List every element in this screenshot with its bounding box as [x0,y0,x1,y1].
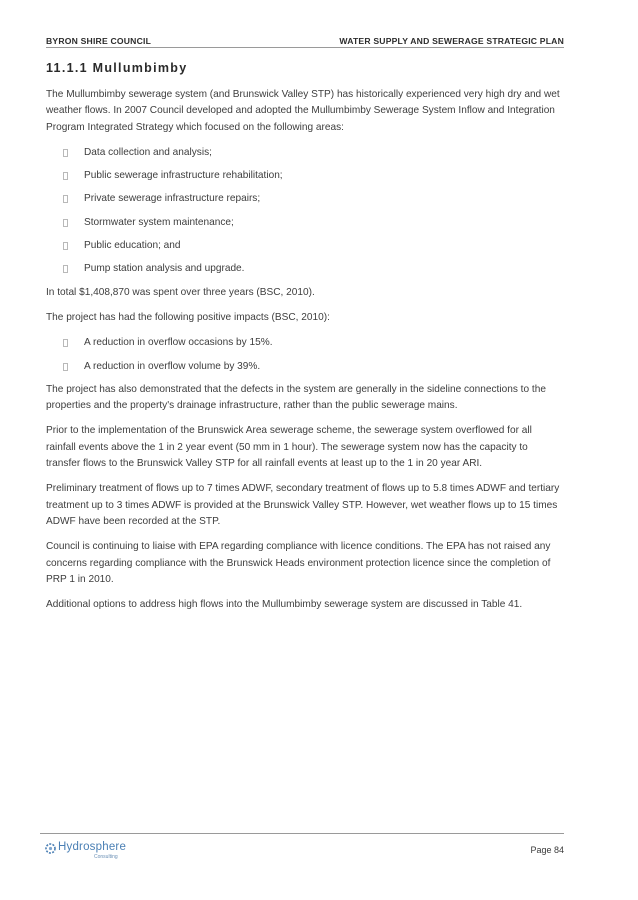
header-organisation: BYRON SHIRE COUNCIL [46,36,152,46]
treatment-paragraph: Preliminary treatment of flows up to 7 times ADWF, secondary treatment of flows up to 5.8 times ADWF and tertiary treatment up to 3 times ADWF is provided at the Brunswick Valley STP. However, wet weather flows up to 15 times ADWF have been recorded at the STP. [46,483,560,527]
header-divider [46,47,564,48]
list-item: A reduction in overflow occasions by 15%. [46,335,564,351]
list-item: Stormwater system maintenance; [46,215,564,231]
list-item: Pump station analysis and upgrade. [46,261,564,277]
logo-subtitle: Consulting [94,854,118,860]
list-item: Public sewerage infrastructure rehabilitation; [46,168,564,184]
defects-paragraph: The project has also demonstrated that the defects in the system are generally in the sideline connections to the properties and the property's drainage infrastructure, rather than the public sewerage mains. [46,383,546,412]
epa-paragraph: Council is continuing to liaise with EPA regarding compliance with licence conditions. The EPA has not raised any concerns regarding compliance with the Brunswick Heads environment protection licence since the completion of PRP 1 in 2010. [46,541,551,585]
intro-paragraph: The Mullumbimby sewerage system (and Brunswick Valley STP) has historically experienced very high dry and wet weather flows. In 2007 Council developed and adopted the Mullumbimby Sewerage System Inflow and Integration Program Integrated Strategy which focused on the following areas: [46,89,560,133]
options-paragraph: Additional options to address high flows into the Mullumbimby sewerage system are discussed in Table 41. [46,599,523,611]
list-item: Public education; and [46,238,564,254]
list-item: Private sewerage infrastructure repairs; [46,191,564,207]
impacts-list [46,335,564,375]
page-number: Page 84 [530,845,564,855]
bullet-icon [63,242,68,250]
prior-scheme-paragraph: Prior to the implementation of the Brunswick Area sewerage scheme, the sewerage system overflowed for all rainfall events above the 1 in 2 year event (50 mm in 1 hour). The sewerage system now has the capacity to transfer flows to the Brunswick Valley STP for all rainfall events at least up to the 1 in 20 year ARI. [46,425,532,470]
bullet-icon [63,265,68,273]
list-item: A reduction in overflow volume by 39%. [46,359,564,375]
hydrosphere-logo [44,841,134,861]
logo-icon [44,842,57,855]
section-title: 11.1.1 Mullumbimby [46,61,188,75]
impacts-intro-paragraph: The project has had the following positive impacts (BSC, 2010): [46,311,330,323]
bullet-icon [63,172,68,180]
total-spent-paragraph: In total $1,408,870 was spent over three years (BSC, 2010). [46,286,315,298]
page-content [46,60,564,622]
focus-areas-list [46,145,564,278]
header-document-title: WATER SUPPLY AND SEWERAGE STRATEGIC PLAN [339,36,564,46]
logo-wordmark: Hydrosphere [58,841,127,853]
list-item: Data collection and analysis; [46,145,564,161]
bullet-icon [63,219,68,227]
bullet-icon [63,195,68,203]
footer-divider [40,833,564,834]
bullet-icon [63,363,68,371]
bullet-icon [63,339,68,347]
bullet-icon [63,149,68,157]
